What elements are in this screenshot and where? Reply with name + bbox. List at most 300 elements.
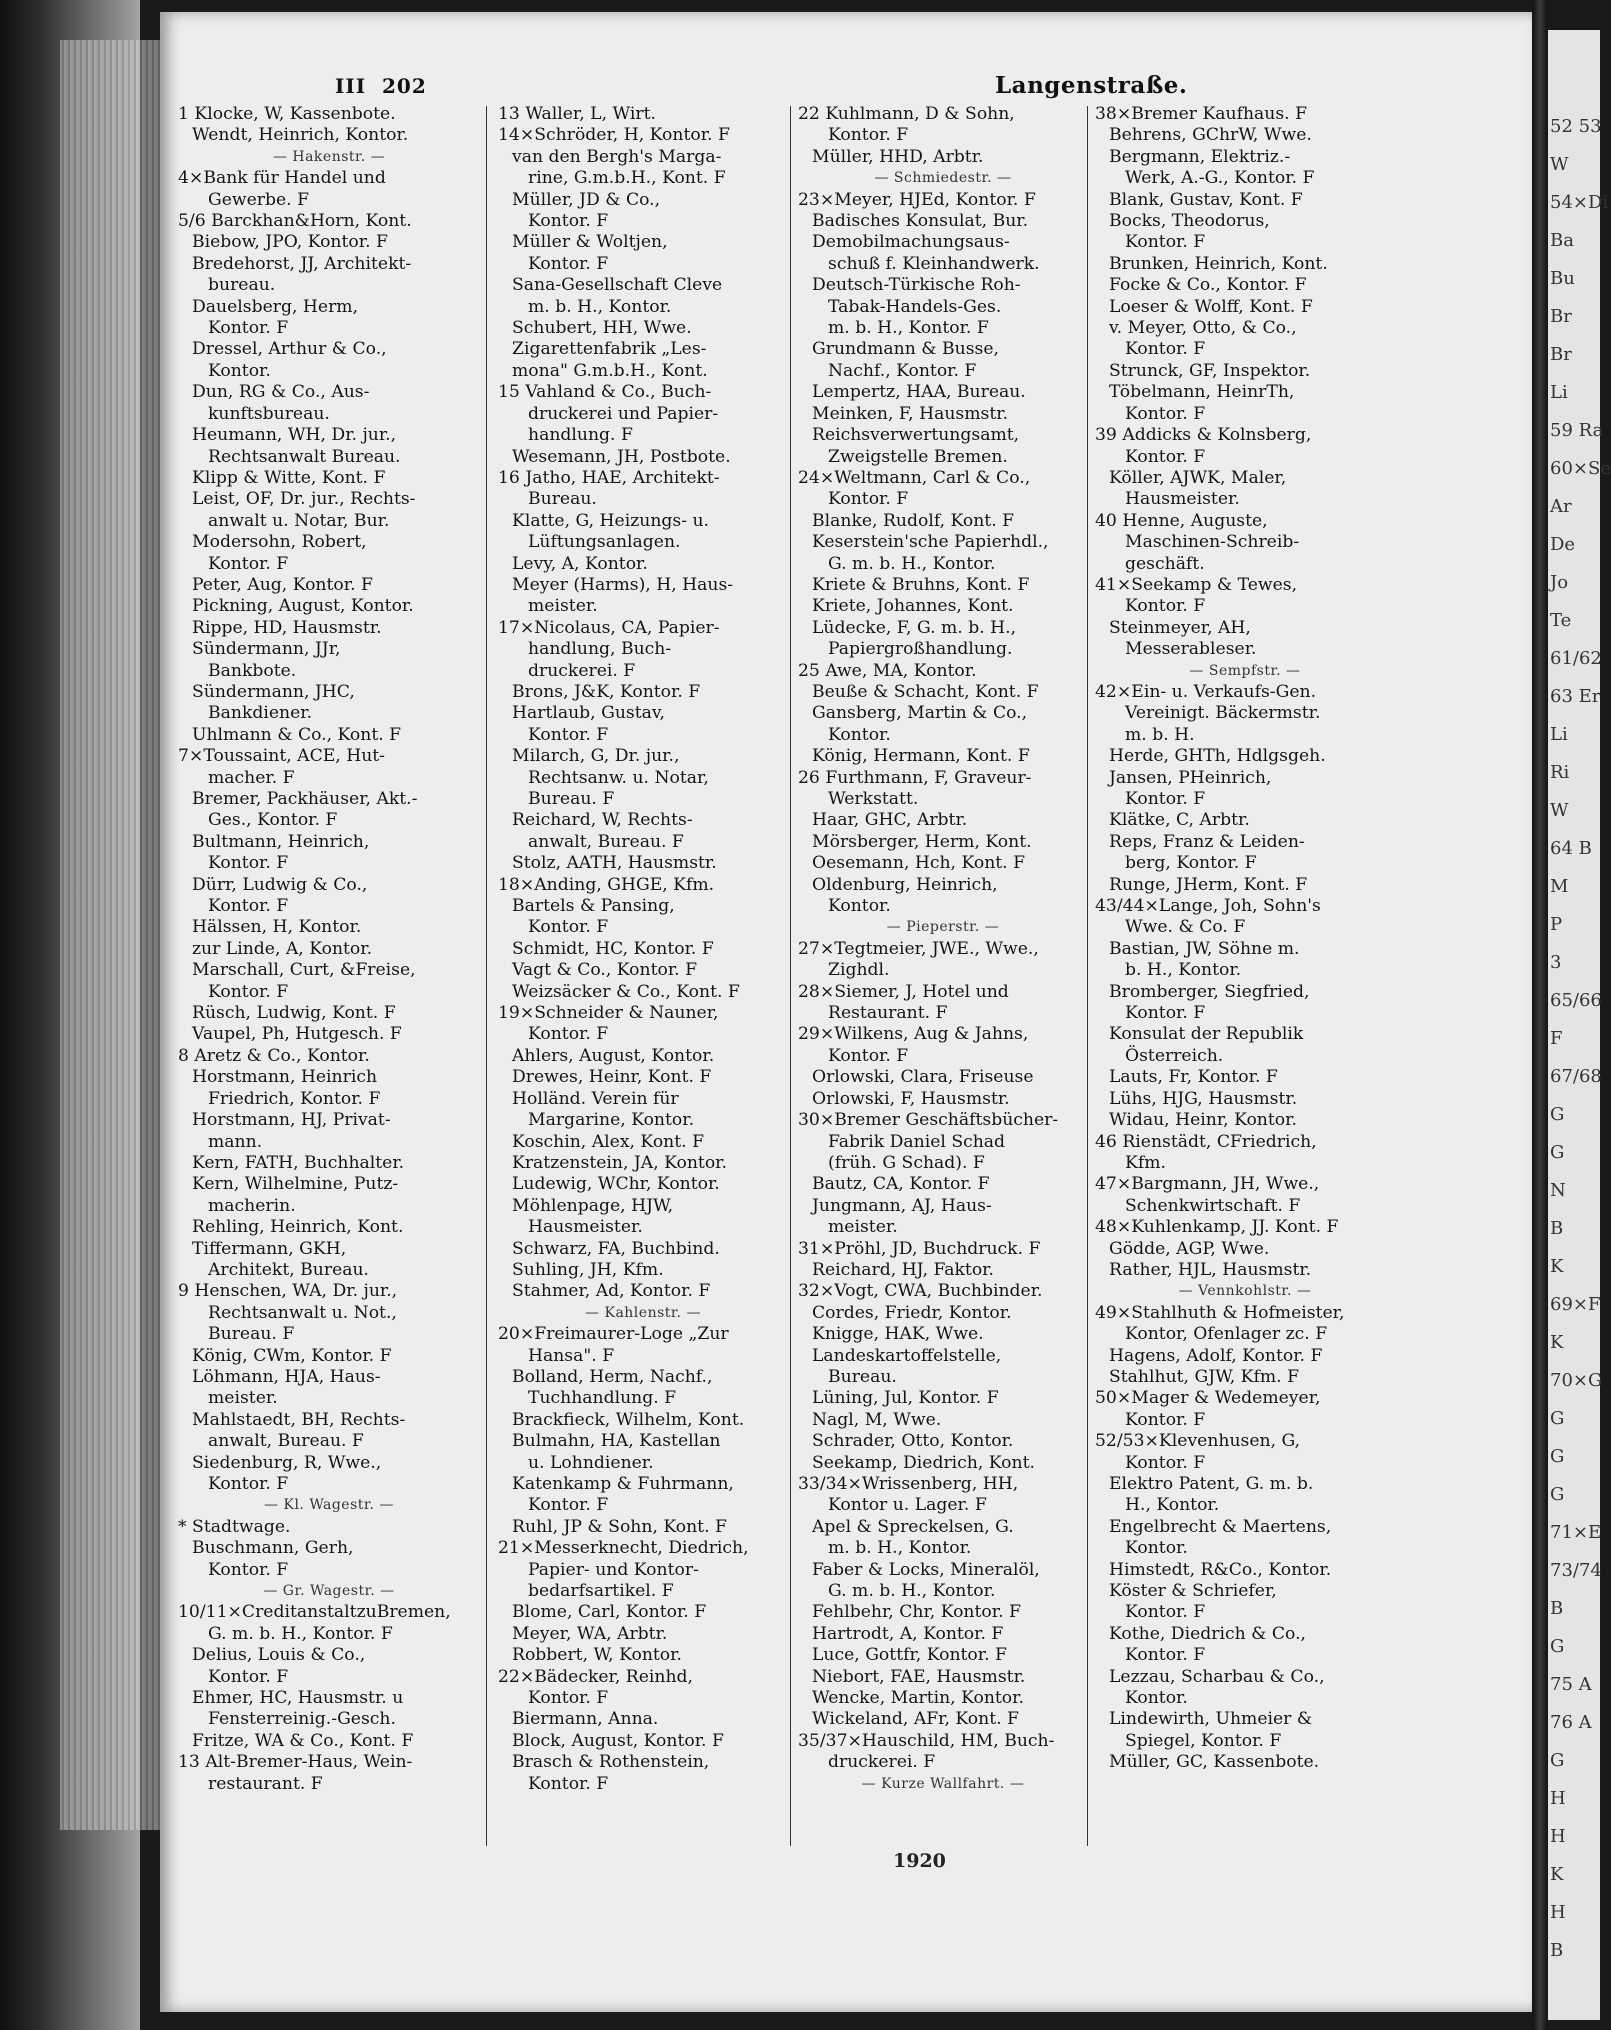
directory-entry: Jungmann, AJ, Haus- — [812, 1195, 992, 1216]
directory-entry: Klätke, C, Arbtr. — [1109, 810, 1250, 831]
directory-entry: 48×Kuhlenkamp, JJ. Kont. F — [1095, 1217, 1339, 1238]
directory-entry: Schmidt, HC, Kontor. F — [512, 938, 714, 959]
directory-entry: Vaupel, Ph, Hutgesch. F — [192, 1024, 402, 1045]
directory-entry: Kontor. F — [1125, 1003, 1206, 1024]
directory-entry: handlung, Buch- — [528, 639, 672, 660]
directory-entry: 17×Nicolaus, CA, Papier- — [498, 617, 720, 638]
directory-entry: Deutsch-Türkische Roh- — [812, 275, 1021, 296]
directory-entry: meister. — [828, 1217, 898, 1238]
facing-page-text-fragment: Li — [1550, 382, 1568, 403]
directory-entry: Sündermann, JJr, — [192, 639, 341, 660]
directory-entry: 24×Weltmann, Carl & Co., — [798, 467, 1031, 488]
directory-entry: 15 Vahland & Co., Buch- — [498, 382, 712, 403]
directory-entry: Rechtsanwalt Bureau. — [208, 446, 401, 467]
directory-entry: Lempertz, HAA, Bureau. — [812, 382, 1026, 403]
directory-entry: Bureau. — [828, 1366, 897, 1387]
directory-entry: Kriete, Johannes, Kont. — [812, 596, 1014, 617]
directory-entry: Messerableser. — [1125, 639, 1257, 660]
directory-entry: 28×Siemer, J, Hotel und — [798, 981, 1009, 1002]
directory-entry: Schrader, Otto, Kontor. — [812, 1431, 1014, 1452]
directory-entry: Müller & Woltjen, — [512, 232, 668, 253]
directory-entry: Klipp & Witte, Kont. F — [192, 467, 386, 488]
directory-entry: Modersohn, Robert, — [192, 532, 367, 553]
directory-entry: Levy, A, Kontor. — [512, 553, 648, 574]
directory-entry: Kontor. F — [208, 853, 289, 874]
directory-entry: Konsulat der Republik — [1109, 1024, 1304, 1045]
directory-entry: Lezzau, Scharbau & Co., — [1109, 1666, 1325, 1687]
directory-entry: van den Bergh's Marga- — [512, 146, 722, 167]
directory-entry: Bureau. F — [528, 789, 615, 809]
directory-entry: anwalt, Bureau. F — [528, 831, 684, 852]
directory-entry: Lauts, Fr, Kontor. F — [1109, 1067, 1278, 1088]
directory-entry: 46 Rienstädt, CFriedrich, — [1095, 1131, 1317, 1152]
directory-entry: Kontor, Ofenlager zc. F — [1125, 1324, 1328, 1345]
facing-page-text-fragment: Ar — [1550, 496, 1572, 517]
directory-entry: Vereinigt. Bäckermstr. — [1125, 703, 1321, 724]
directory-entry: Engelbrecht & Maertens, — [1109, 1516, 1332, 1537]
directory-entry: Kontor. F — [1125, 403, 1206, 424]
directory-entry: Knigge, HAK, Wwe. — [812, 1324, 984, 1345]
directory-entry: Kriete & Bruhns, Kont. F — [812, 574, 1030, 595]
directory-entry: Kontor. F — [528, 253, 609, 274]
directory-entry: Sündermann, JHC, — [192, 681, 355, 702]
directory-entry: Bredehorst, JJ, Architekt- — [192, 253, 412, 274]
directory-entry: Tabak-Handels-Ges. — [828, 296, 1002, 317]
directory-entry: Nagl, M, Wwe. — [812, 1409, 942, 1430]
facing-page-text-fragment: Br — [1550, 306, 1572, 327]
directory-entry: Kontor. F — [1125, 789, 1206, 809]
directory-entry: Stolz, AATH, Hausmstr. — [512, 853, 717, 874]
directory-entry: Brackfieck, Wilhelm, Kont. — [512, 1409, 745, 1430]
directory-entry: Reichard, HJ, Faktor. — [812, 1259, 994, 1280]
street-separator: — Kahlenstr. — — [585, 1304, 701, 1321]
directory-entry: Bankdiener. — [208, 703, 313, 724]
facing-page-text-fragment: 69×F — [1550, 1294, 1601, 1315]
directory-entry: 8 Aretz & Co., Kontor. — [178, 1045, 370, 1066]
facing-page-text-fragment: G — [1550, 1636, 1565, 1657]
directory-entry: Kern, FATH, Buchhalter. — [192, 1152, 405, 1173]
directory-entry: Hausmeister. — [1125, 489, 1240, 510]
directory-entry: zur Linde, A, Kontor. — [192, 938, 373, 959]
directory-entry: Brasch & Rothenstein, — [512, 1752, 710, 1773]
directory-entry: 20×Freimaurer-Loge „Zur — [498, 1324, 729, 1345]
directory-entry: Wesemann, JH, Postbote. — [512, 446, 731, 467]
directory-entry: rine, G.m.b.H., Kont. F — [528, 168, 726, 189]
directory-entry: Biebow, JPO, Kontor. F — [192, 232, 388, 253]
directory-entry: Maschinen-Schreib- — [1125, 532, 1300, 553]
directory-entry: Köller, AJWK, Maler, — [1109, 467, 1287, 488]
directory-entry: meister. — [528, 596, 598, 617]
directory-entry: 40 Henne, Auguste, — [1095, 510, 1268, 531]
directory-entry: Demobilmachungsaus- — [812, 232, 1010, 253]
directory-entry: Bremer, Packhäuser, Akt.- — [192, 789, 418, 809]
facing-page-text-fragment: 52 53 — [1550, 116, 1602, 137]
facing-page-text-fragment: 63 Er — [1550, 686, 1601, 707]
directory-entry: Kontor. F — [528, 1495, 609, 1516]
directory-entry: Stahlhut, GJW, Kfm. F — [1109, 1366, 1300, 1387]
directory-entry: 1 Klocke, W, Kassenbote. — [178, 104, 396, 124]
directory-entry: 16 Jatho, HAE, Architekt- — [498, 467, 720, 488]
directory-entry: Reichsverwertungsamt, — [812, 425, 1020, 446]
directory-entry: Mörsberger, Herm, Kont. — [812, 831, 1032, 852]
directory-entry: Elektro Patent, G. m. b. — [1109, 1474, 1314, 1494]
directory-entry: 29×Wilkens, Aug & Jahns, — [798, 1024, 1029, 1045]
directory-entry: Papiergroßhandlung. — [828, 639, 1013, 660]
directory-entry: Schenkwirtschaft. F — [1125, 1195, 1301, 1216]
directory-entry: Dun, RG & Co., Aus- — [192, 382, 370, 403]
directory-entry: Kontor. F — [528, 724, 609, 745]
directory-entry: Fensterreinig.-Gesch. — [208, 1709, 396, 1730]
directory-entry: Löhmann, HJA, Haus- — [192, 1366, 381, 1387]
directory-entry: Kontor. F — [208, 981, 289, 1002]
facing-page-text-fragment: Li — [1550, 724, 1568, 745]
directory-entry: Niebort, FAE, Hausmstr. — [812, 1666, 1026, 1687]
directory-entry: 30×Bremer Geschäftsbücher- — [798, 1110, 1059, 1131]
facing-page-text-fragment: G — [1550, 1408, 1565, 1429]
street-separator: — Hakenstr. — — [272, 148, 386, 165]
directory-entry: Kontor. F — [1125, 1645, 1206, 1666]
directory-entry: Schubert, HH, Wwe. — [512, 318, 692, 339]
directory-entry: Bolland, Herm, Nachf., — [512, 1366, 713, 1387]
directory-entry: bureau. — [208, 275, 276, 296]
directory-entry: geschäft. — [1125, 553, 1205, 574]
facing-page-fragment — [1548, 30, 1611, 2020]
facing-page-text-fragment: K — [1550, 1332, 1564, 1353]
facing-page-text-fragment: 54×Di — [1550, 192, 1609, 213]
directory-entry: Klatte, G, Heizungs- u. — [512, 510, 710, 531]
directory-entry: Lüdecke, F, G. m. b. H., — [812, 617, 1017, 638]
directory-entry: Uhlmann & Co., Kont. F — [192, 724, 402, 745]
directory-entry: Bergmann, Elektriz.- — [1109, 146, 1291, 167]
directory-entry: Bocks, Theodorus, — [1109, 211, 1270, 232]
directory-entry: Vagt & Co., Kontor. F — [512, 960, 698, 981]
facing-page-text-fragment: 70×G — [1550, 1370, 1603, 1391]
directory-entry: Spiegel, Kontor. F — [1125, 1730, 1282, 1751]
directory-entry: m. b. H., Kontor. F — [828, 318, 989, 339]
directory-entry: Ges., Kontor. F — [208, 810, 338, 831]
directory-entry: Peter, Aug, Kontor. F — [192, 574, 373, 595]
directory-entry: Oldenburg, Heinrich, — [812, 874, 998, 895]
directory-entry: Kontor. F — [828, 489, 909, 510]
column-4 — [1095, 104, 1395, 1774]
directory-entry: Hansa". F — [528, 1345, 615, 1366]
directory-entry: meister. — [208, 1388, 278, 1409]
directory-entry: 35/37×Hauschild, HM, Buch- — [798, 1730, 1055, 1751]
facing-page-text-fragment: G — [1550, 1484, 1565, 1505]
facing-page-text-fragment: K — [1550, 1864, 1564, 1885]
directory-entry: Kontor. — [1125, 1538, 1188, 1559]
directory-entry: Behrens, GChrW, Wwe. — [1109, 125, 1312, 146]
directory-entry: 25 Awe, MA, Kontor. — [798, 660, 977, 681]
directory-entry: Focke & Co., Kontor. F — [1109, 275, 1307, 296]
directory-entry: Friedrich, Kontor. F — [208, 1088, 381, 1109]
directory-entry: Delius, Louis & Co., — [192, 1645, 366, 1666]
directory-entry: Bureau. — [528, 489, 597, 510]
directory-entry: Kontor. F — [208, 318, 289, 339]
directory-entry: Lüftungsanlagen. — [528, 532, 681, 553]
directory-entry: Dürr, Ludwig & Co., — [192, 874, 368, 895]
column-3 — [798, 104, 1088, 1795]
directory-entry: Bureau. F — [208, 1324, 295, 1345]
directory-entry: Ahlers, August, Kontor. — [512, 1045, 715, 1066]
directory-entry: Lindewirth, Uhmeier & — [1109, 1709, 1313, 1730]
directory-entry: schuß f. Kleinhandwerk. — [828, 253, 1040, 274]
directory-entry: 4×Bank für Handel und — [178, 168, 386, 189]
directory-entry: Hälssen, H, Kontor. — [192, 917, 362, 938]
directory-entry: Kratzenstein, JA, Kontor. — [512, 1152, 727, 1173]
street-separator: — Kl. Wagestr. — — [264, 1497, 394, 1514]
directory-entry: 41×Seekamp & Tewes, — [1095, 574, 1298, 595]
directory-entry: Werk, A.-G., Kontor. F — [1125, 168, 1315, 189]
directory-entry: Bulmahn, HA, Kastellan — [512, 1431, 721, 1452]
directory-entry: Dauelsberg, Herm, — [192, 296, 359, 317]
facing-page-text-fragment: H — [1550, 1826, 1566, 1847]
directory-entry: G. m. b. H., Kontor. — [828, 1581, 996, 1602]
directory-entry: Widau, Heinr, Kontor. — [1109, 1110, 1297, 1131]
directory-entry: 9 Henschen, WA, Dr. jur., — [178, 1281, 398, 1302]
directory-entry: Bultmann, Heinrich, — [192, 831, 370, 852]
directory-entry: Rehling, Heinrich, Kont. — [192, 1217, 404, 1238]
directory-entry: Jansen, PHeinrich, — [1109, 767, 1272, 788]
facing-page-text-fragment: G — [1550, 1446, 1565, 1467]
directory-entry: druckerei und Papier- — [528, 403, 719, 424]
directory-entry: Faber & Locks, Mineralöl, — [812, 1559, 1040, 1580]
facing-page-text-fragment: M — [1550, 876, 1569, 897]
directory-entry: 7×Toussaint, ACE, Hut- — [178, 746, 385, 767]
directory-entry: Seekamp, Diedrich, Kont. — [812, 1452, 1035, 1473]
directory-entry: 52/53×Klevenhusen, G, — [1095, 1431, 1301, 1452]
facing-page-text-fragment: W — [1550, 800, 1569, 821]
directory-entry: Brunken, Heinrich, Kont. — [1109, 253, 1328, 274]
directory-entry: König, CWm, Kontor. F — [192, 1345, 392, 1366]
directory-entry: m. b. H., Kontor. — [828, 1538, 972, 1559]
facing-page-text-fragment: Te — [1550, 610, 1572, 631]
directory-entry: Wencke, Martin, Kontor. — [812, 1688, 1024, 1709]
directory-entry: Müller, HHD, Arbtr. — [812, 146, 984, 167]
directory-entry: Blank, Gustav, Kont. F — [1109, 189, 1303, 210]
street-separator: — Sempfstr. — — [1189, 662, 1301, 679]
directory-entry: Kontor. F — [828, 125, 909, 146]
directory-entry: restaurant. F — [208, 1773, 323, 1794]
directory-entry: Ehmer, HC, Hausmstr. u — [192, 1688, 404, 1709]
directory-entry: Werkstatt. — [828, 789, 919, 809]
directory-entry: berg, Kontor. F — [1125, 853, 1257, 874]
facing-page-text-fragment: 61/62 — [1550, 648, 1602, 669]
directory-entry: Hagens, Adolf, Kontor. F — [1109, 1345, 1323, 1366]
directory-entry: Heumann, WH, Dr. jur., — [192, 425, 397, 446]
directory-entry: macher. F — [208, 767, 295, 788]
directory-entry: Loeser & Wolff, Kont. F — [1109, 296, 1313, 317]
directory-entry: Brons, J&K, Kontor. F — [512, 681, 701, 702]
directory-entry: Kontor. F — [1125, 596, 1206, 617]
facing-page-text-fragment: 67/68 — [1550, 1066, 1602, 1087]
directory-entry: Kontor. F — [528, 1688, 609, 1709]
directory-entry: Müller, GC, Kassenbote. — [1109, 1752, 1320, 1773]
facing-page-text-fragment: F — [1550, 1028, 1563, 1049]
directory-entry: 13 Waller, L, Wirt. — [498, 104, 656, 124]
directory-entry: Tiffermann, GKH, — [192, 1238, 347, 1259]
directory-entry: Rather, HJL, Hausmstr. — [1109, 1259, 1312, 1280]
facing-page-text-fragment: G — [1550, 1104, 1565, 1125]
directory-entry: Ludewig, WChr, Kontor. — [512, 1174, 720, 1195]
directory-entry: Kontor. F — [528, 917, 609, 938]
directory-entry: Meinken, F, Hausmstr. — [812, 403, 1009, 424]
directory-entry: König, Hermann, Kont. F — [812, 746, 1030, 767]
facing-page-text-fragment: Ri — [1550, 762, 1570, 783]
directory-entry: Sana-Gesellschaft Cleve — [512, 275, 723, 296]
directory-entry: 49×Stahlhuth & Hofmeister, — [1095, 1302, 1345, 1323]
directory-entry: Orlowski, F, Hausmstr. — [812, 1088, 1010, 1109]
directory-entry: 13 Alt-Bremer-Haus, Wein- — [178, 1752, 413, 1773]
street-separator: — Kurze Wallfahrt. — — [861, 1775, 1025, 1792]
directory-entry: Himstedt, R&Co., Kontor. — [1109, 1559, 1332, 1580]
directory-entry: Kontor. F — [1125, 232, 1206, 253]
directory-entry: Kfm. — [1125, 1152, 1166, 1173]
directory-entry: 47×Bargmann, JH, Wwe., — [1095, 1174, 1320, 1195]
directory-entry: Herde, GHTh, Hdlgsgeh. — [1109, 746, 1326, 767]
directory-entry: Drewes, Heinr, Kont. F — [512, 1067, 712, 1088]
facing-page-text-fragment: W — [1550, 154, 1569, 175]
directory-entry: Tuchhandlung. F — [528, 1388, 677, 1409]
directory-entry: Fritze, WA & Co., Kont. F — [192, 1730, 414, 1751]
directory-entry: m. b. H. — [1125, 724, 1195, 745]
directory-entry: Bartels & Pansing, — [512, 896, 675, 917]
directory-entry: handlung. F — [528, 425, 633, 446]
directory-entry: Kontor. F — [528, 1024, 609, 1045]
directory-entry: Hartlaub, Gustav, — [512, 703, 666, 724]
directory-entry: Biermann, Anna. — [512, 1709, 659, 1730]
directory-entry: 42×Ein- u. Verkaufs-Gen. — [1095, 681, 1317, 702]
directory-entry: Köster & Schriefer, — [1109, 1581, 1277, 1602]
directory-entry: Luce, Gottfr, Kontor. F — [812, 1645, 1007, 1666]
column-2 — [498, 104, 788, 1795]
directory-entry: Kontor. F — [208, 553, 289, 574]
directory-entry: Zighdl. — [828, 960, 890, 981]
page-header — [160, 70, 1532, 100]
page-gutter — [1532, 0, 1548, 2030]
directory-entry: Nachf., Kontor. F — [828, 360, 977, 381]
directory-entry: 43/44×Lange, Joh, Sohn's — [1095, 896, 1321, 917]
directory-entry: Rüsch, Ludwig, Kont. F — [192, 1003, 396, 1024]
column-rule — [486, 106, 487, 1846]
directory-entry: Papier- und Kontor- — [528, 1559, 699, 1580]
facing-page-text-fragment: H — [1550, 1788, 1566, 1809]
directory-entry: Kontor. F — [528, 211, 609, 232]
directory-entry: Meyer, WA, Arbtr. — [512, 1623, 668, 1644]
column-rule — [790, 106, 791, 1846]
directory-entry: Kontor. F — [208, 896, 289, 917]
facing-page-text-fragment: Ba — [1550, 230, 1574, 251]
directory-entry: 22 Kuhlmann, D & Sohn, — [798, 104, 1015, 124]
directory-entry: Robbert, W, Kontor. — [512, 1645, 682, 1666]
directory-entry: Haar, GHC, Arbtr. — [812, 810, 968, 831]
directory-entry: 22×Bädecker, Reinhd, — [498, 1666, 694, 1687]
directory-entry: Töbelmann, HeinrTh, — [1109, 382, 1295, 403]
directory-entry: u. Lohndiener. — [528, 1452, 654, 1473]
directory-entry: Margarine, Kontor. — [528, 1110, 695, 1131]
directory-entry: Strunck, GF, Inspektor. — [1109, 360, 1311, 381]
directory-entry: Buschmann, Gerh, — [192, 1538, 354, 1559]
directory-entry: Kontor. F — [828, 1045, 909, 1066]
facing-page-text-fragment: K — [1550, 1256, 1564, 1277]
directory-entry: bedarfsartikel. F — [528, 1581, 674, 1602]
directory-entry: Weizsäcker & Co., Kont. F — [512, 981, 740, 1002]
facing-page-text-fragment: 3 — [1550, 952, 1562, 973]
directory-entry: Zweigstelle Bremen. — [828, 446, 1008, 467]
directory-entry: Kontor. F — [208, 1559, 289, 1580]
facing-page-text-fragment: G — [1550, 1750, 1565, 1771]
directory-entry: Orlowski, Clara, Friseuse — [812, 1067, 1034, 1088]
directory-entry: Kontor. F — [1125, 1602, 1206, 1623]
facing-page-text-fragment: 76 A — [1550, 1712, 1592, 1733]
directory-entry: 33/34×Wrissenberg, HH, — [798, 1474, 1019, 1494]
facing-page-text-fragment: 64 B — [1550, 838, 1592, 859]
directory-entry: Horstmann, Heinrich — [192, 1067, 378, 1088]
directory-entry: Milarch, G, Dr. jur., — [512, 746, 680, 767]
directory-entry: 26 Furthmann, F, Graveur- — [798, 767, 1032, 788]
directory-entry: Landeskartoffelstelle, — [812, 1345, 1002, 1366]
directory-entry: 27×Tegtmeier, JWE., Wwe., — [798, 938, 1039, 959]
facing-page-text-fragment: P — [1550, 914, 1563, 935]
facing-page-text-fragment: 75 A — [1550, 1674, 1592, 1695]
directory-entry: Rechtsanwalt u. Not., — [208, 1302, 397, 1323]
directory-entry: Müller, JD & Co., — [512, 189, 661, 210]
directory-entry: Österreich. — [1125, 1045, 1224, 1066]
directory-entry: Oesemann, Hch, Kont. F — [812, 853, 1026, 874]
directory-entry: Pickning, August, Kontor. — [192, 596, 414, 617]
directory-entry: Apel & Spreckelsen, G. — [812, 1516, 1014, 1537]
directory-entry: Zigarettenfabrik „Les- — [512, 339, 707, 360]
directory-entry: Kontor u. Lager. F — [828, 1495, 987, 1516]
directory-entry: Kontor. — [1125, 1688, 1188, 1709]
street-separator: — Gr. Wagestr. — — [263, 1583, 395, 1600]
directory-entry: 18×Anding, GHGE, Kfm. — [498, 874, 715, 895]
directory-entry: Lühs, HJG, Hausmstr. — [1109, 1088, 1298, 1109]
directory-entry: (früh. G Schad). F — [828, 1152, 985, 1173]
directory-entry: Bromberger, Siegfried, — [1109, 981, 1310, 1002]
directory-entry: Badisches Konsulat, Bur. — [812, 211, 1029, 232]
directory-entry: 10/11×CreditanstaltzuBremen, — [178, 1602, 451, 1623]
directory-entry: Kontor. F — [1125, 446, 1206, 467]
directory-entry: Kontor. — [208, 360, 271, 381]
directory-entry: mona" G.m.b.H., Kont. — [512, 360, 708, 381]
directory-entry: druckerei. F — [528, 660, 636, 681]
directory-entry: Ruhl, JP & Sohn, Kont. F — [512, 1516, 727, 1537]
directory-entry: Suhling, JH, Kfm. — [512, 1259, 664, 1280]
facing-page-text-fragment: Jo — [1550, 572, 1569, 593]
directory-entry: Kontor. F — [1125, 339, 1206, 360]
directory-entry: 31×Pröhl, JD, Buchdruck. F — [798, 1238, 1041, 1259]
street-separator: — Vennkohlstr. — — [1178, 1283, 1312, 1300]
directory-entry: Beuße & Schacht, Kont. F — [812, 681, 1039, 702]
directory-entry: Runge, JHerm, Kont. F — [1109, 874, 1308, 895]
directory-entry: Kontor. F — [208, 1474, 289, 1494]
directory-entry: Koschin, Alex, Kont. F — [512, 1131, 704, 1152]
page-footer-number: 1920 — [893, 1850, 946, 1872]
directory-entry: m. b. H., Kontor. — [528, 296, 672, 317]
directory-entry: Fabrik Daniel Schad — [828, 1131, 1006, 1152]
directory-entry: Gewerbe. F — [208, 189, 310, 210]
facing-page-text-fragment: 59 Ra — [1550, 420, 1604, 441]
directory-entry: Restaurant. F — [828, 1003, 948, 1024]
facing-page-text-fragment: Bu — [1550, 268, 1575, 289]
directory-entry: 38×Bremer Kaufhaus. F — [1095, 104, 1308, 124]
directory-entry: Bautz, CA, Kontor. F — [812, 1174, 990, 1195]
directory-entry: Schwarz, FA, Buchbind. — [512, 1238, 720, 1259]
facing-page-text-fragment: H — [1550, 1902, 1566, 1923]
directory-entry: 19×Schneider & Nauner, — [498, 1003, 719, 1024]
directory-entry: Bastian, JW, Söhne m. — [1109, 938, 1300, 959]
